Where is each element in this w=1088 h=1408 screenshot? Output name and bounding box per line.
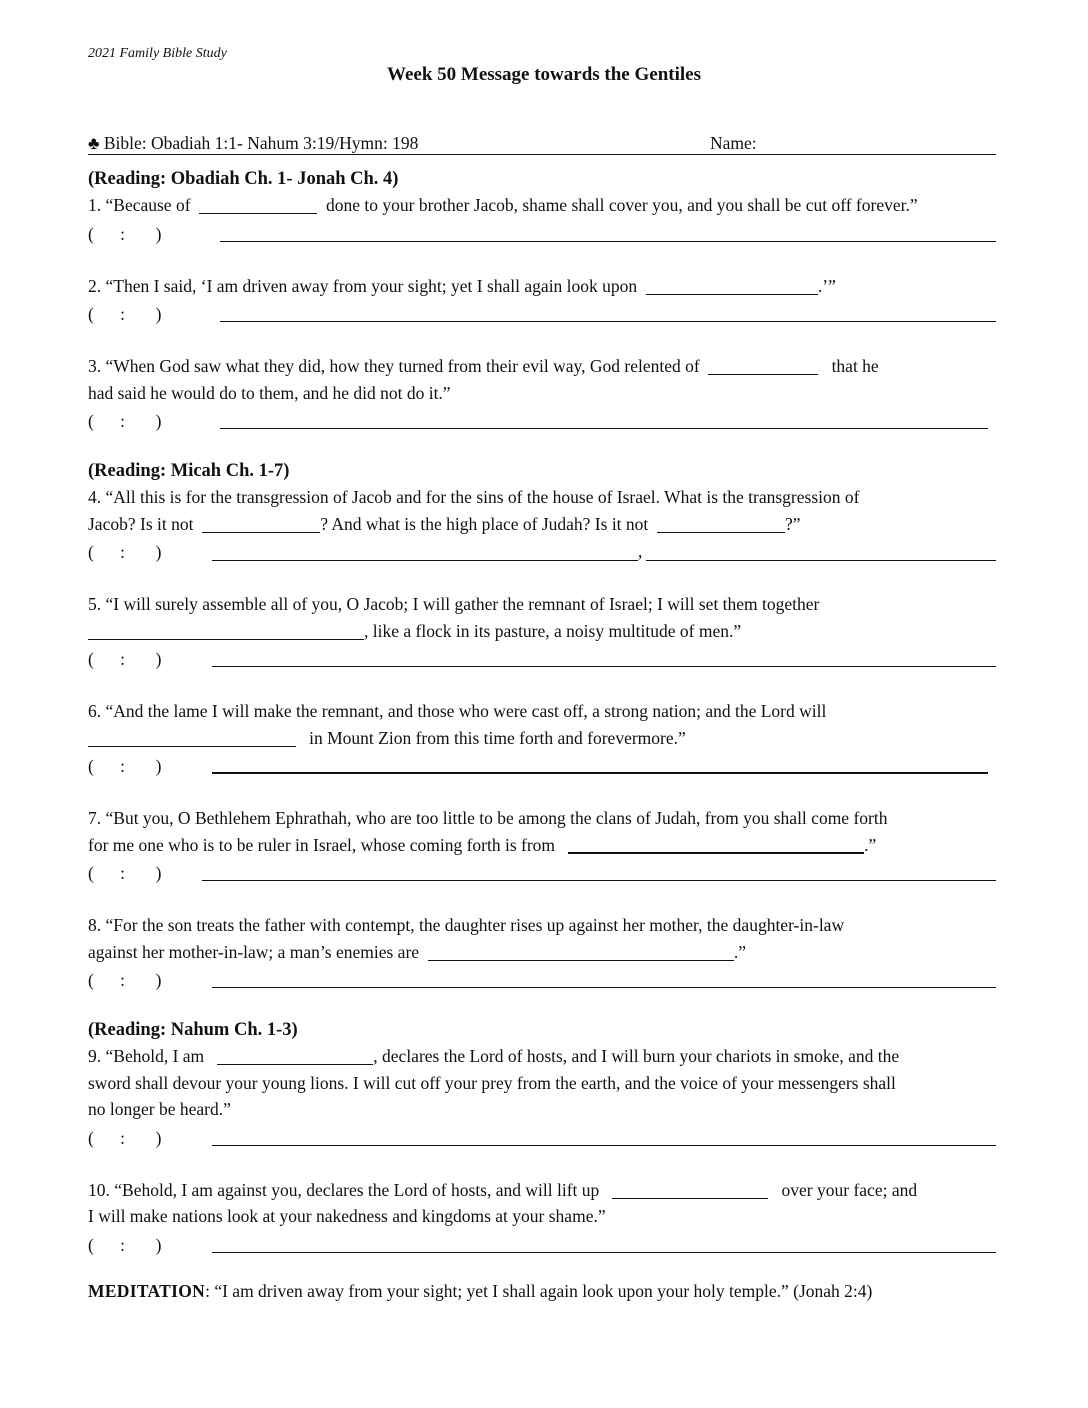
name-label: Name: <box>710 133 757 153</box>
meditation <box>88 1278 996 1304</box>
verse-ref: ( : ) <box>88 411 162 431</box>
answer-line[interactable] <box>212 1235 996 1253</box>
question-10: 10. “Behold, I am against you, declares the Lord of hosts, and will lift up over your face; and I will make nations look at your nakedness and kingdoms at your shame.” ( : ) <box>88 1177 996 1256</box>
reference-line <box>88 858 996 884</box>
answer-line[interactable] <box>212 1128 996 1146</box>
study-label: 2021 Family Bible Study <box>88 46 227 61</box>
answer-blank[interactable] <box>202 515 320 533</box>
info-line <box>88 132 996 155</box>
answer-blank[interactable] <box>708 357 818 375</box>
meditation-label: MEDITATION <box>88 1280 206 1301</box>
answer-line[interactable] <box>212 970 996 988</box>
question-2: 2. “Then I said, ‘I am driven away from your sight; yet I shall again look upon .’” ( : ) <box>88 273 996 326</box>
worksheet <box>88 166 996 1304</box>
answer-blank[interactable] <box>568 835 864 854</box>
section-heading: (Reading: Obadiah Ch. 1- Jonah Ch. 4) <box>88 169 399 189</box>
question-9: 9. “Behold, I am , declares the Lord of hosts, and I will burn your chariots in smoke, and the sword shall devour your young lions. I will cut off your prey from the earth, and the voice of your messengers shall no longer be heard.” ( : ) <box>88 1043 996 1149</box>
verse-ref: ( : ) <box>88 649 162 669</box>
answer-line[interactable] <box>212 649 996 667</box>
verse-ref: ( : ) <box>88 304 162 324</box>
page-title: Week 50 Message towards the Gentiles <box>387 64 701 85</box>
verse-ref: ( : ) <box>88 1234 162 1255</box>
bible-reference: ♣ Bible: Obadiah 1:1- Nahum 3:19/Hymn: 198 <box>88 133 419 153</box>
verse-ref: ( : ) <box>88 223 162 244</box>
verse-ref: ( : ) <box>88 970 162 990</box>
answer-blank[interactable] <box>612 1181 768 1199</box>
meditation-text: : “I am driven away from your sight; yet I shall again look upon your holy temple.” (Jonah 2:4) <box>205 1280 873 1301</box>
question-5: 5. “I will surely assemble all of you, O Jacob; I will gather the remnant of Israel; I will set them together , like a flock in its pasture, a noisy multitude of men.” ( : ) <box>88 591 996 670</box>
section-heading: (Reading: Nahum Ch. 1-3) <box>88 1020 298 1040</box>
answer-line[interactable] <box>202 863 996 881</box>
reference-line <box>88 1230 996 1256</box>
verse-ref: ( : ) <box>88 863 162 883</box>
reference-line <box>88 299 996 325</box>
answer-blank[interactable] <box>199 196 317 214</box>
answer-line[interactable] <box>220 304 996 322</box>
answer-blank[interactable] <box>88 622 364 640</box>
answer-blank[interactable] <box>88 729 296 747</box>
verse-ref: ( : ) <box>88 542 162 562</box>
reference-line <box>88 219 996 245</box>
answer-blank[interactable] <box>657 515 785 533</box>
question-1: 1. “Because of done to your brother Jacob, shame shall cover you, and you shall be cut off forever.” ( : ) <box>88 192 996 245</box>
answer-line[interactable] <box>220 224 996 242</box>
reference-line <box>88 644 996 670</box>
section-heading: (Reading: Micah Ch. 1-7) <box>88 461 290 481</box>
verse-ref: ( : ) <box>88 756 162 776</box>
reference-line <box>88 965 996 991</box>
question-8: 8. “For the son treats the father with contempt, the daughter rises up against her mother, the daughter-in-law against her mother-in-law; a man’s enemies are .” ( : ) <box>88 912 996 991</box>
reference-line <box>88 537 996 563</box>
verse-ref: ( : ) <box>88 1127 162 1148</box>
answer-line[interactable] <box>220 411 988 429</box>
question-6: 6. “And the lame I will make the remnant, and those who were cast off, a strong nation; and the Lord will in Mount Zion from this time forth and forevermore.” ( : ) <box>88 698 996 777</box>
reference-line <box>88 1123 996 1149</box>
answer-line[interactable]: , <box>212 543 996 560</box>
answer-blank[interactable] <box>217 1047 373 1065</box>
reference-line <box>88 406 996 432</box>
question-3: 3. “When God saw what they did, how they turned from their evil way, God relented of that he had said he would do to them, and he did not do it.” ( : ) <box>88 353 996 432</box>
reference-line <box>88 751 996 777</box>
answer-blank[interactable] <box>646 277 818 295</box>
answer-line[interactable] <box>212 755 988 774</box>
question-4: 4. “All this is for the transgression of Jacob and for the sins of the house of Israel. What is the transgression of Jacob? Is it not ? And what is the high place of Judah? Is it not ?” ( : ) , <box>88 484 996 563</box>
answer-blank[interactable] <box>428 943 734 961</box>
question-7: 7. “But you, O Bethlehem Ephrathah, who are too little to be among the clans of Judah, from you shall come forth for me one who is to be ruler in Israel, whose coming forth is from .” ( : ) <box>88 805 996 884</box>
